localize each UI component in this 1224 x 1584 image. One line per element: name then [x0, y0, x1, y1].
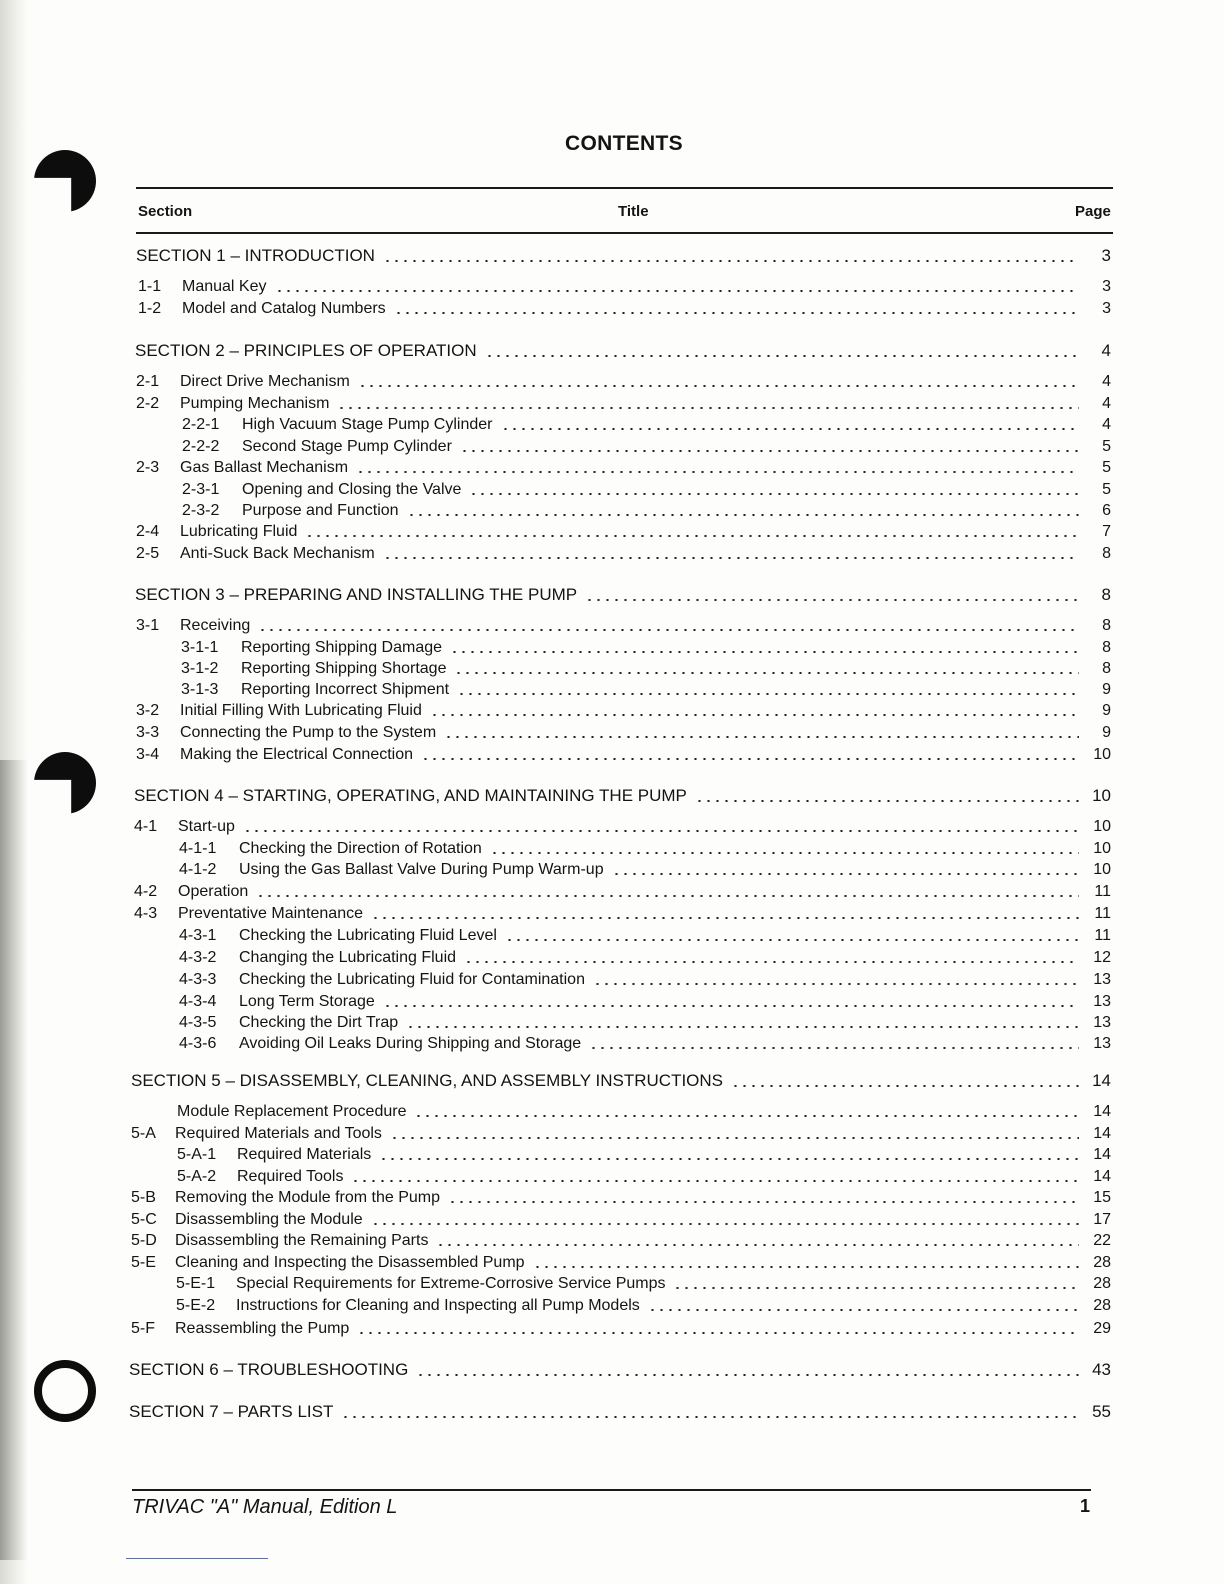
dot-leader [436, 1244, 1079, 1246]
toc-entry [136, 393, 1111, 413]
toc-entry-title: Gas Ballast Mechanism [180, 459, 349, 476]
toc-entry [131, 1318, 1111, 1338]
toc-entry-title: SECTION 1 – INTRODUCTION [136, 246, 375, 265]
toc-entry-number: 4-3-6 [179, 1035, 217, 1052]
toc-entry [136, 722, 1111, 742]
dot-leader [337, 407, 1079, 409]
dot-leader [414, 1115, 1079, 1117]
toc-section-heading [134, 786, 1111, 806]
dot-leader [448, 1201, 1079, 1203]
toc-entry-title: Checking the Dirt Trap [239, 1014, 399, 1031]
dot-leader [305, 535, 1079, 537]
toc-entry-title: Pumping Mechanism [180, 395, 330, 412]
toc-entry [131, 1123, 1111, 1143]
toc-entry-title: Manual Key [182, 278, 267, 295]
toc-entry-title: Changing the Lubricating Fluid [239, 949, 457, 966]
toc-page-number: 8 [1102, 660, 1111, 677]
toc-entry-number: 5-E-1 [176, 1275, 216, 1292]
toc-entry [136, 371, 1111, 391]
toc-entry [131, 1230, 1111, 1250]
toc-entry [131, 1252, 1111, 1272]
toc-page-number: 9 [1102, 681, 1111, 698]
toc-entry [136, 744, 1111, 764]
binder-hole-icon [34, 150, 96, 212]
toc-entry-number: 5-A [131, 1125, 156, 1142]
dot-leader [357, 1332, 1079, 1334]
toc-entry-number: 5-B [131, 1189, 156, 1206]
toc-entry-title: Start-up [178, 818, 235, 835]
toc-entry-title: Reporting Shipping Damage [241, 639, 443, 656]
toc-entry-number: 3-4 [136, 746, 160, 763]
toc-section-heading [129, 1402, 1111, 1422]
toc-entry-number: 4-3-3 [179, 971, 217, 988]
toc-entry [179, 969, 1111, 989]
toc-entry [179, 925, 1111, 945]
toc-entry [182, 436, 1111, 456]
toc-entry-number: 4-3-5 [179, 1014, 217, 1031]
dot-leader [444, 736, 1079, 738]
dot-leader [258, 629, 1079, 631]
toc-entry-title: Using the Gas Ballast Valve During Pump Warm-up [239, 861, 604, 878]
toc-page-number: 14 [1093, 1125, 1111, 1142]
toc-entry [179, 859, 1111, 879]
toc-entry-number: 4-1-2 [179, 861, 217, 878]
toc-page-number: 5 [1102, 459, 1111, 476]
toc-page-number: 17 [1093, 1211, 1111, 1228]
toc-entry [138, 276, 1111, 296]
dot-leader [673, 1287, 1079, 1289]
toc-entry-number: 2-5 [136, 545, 160, 562]
toc-page-number: 11 [1094, 883, 1111, 900]
toc-entry-title: SECTION 2 – PRINCIPLES OF OPERATION [135, 341, 477, 360]
toc-page-number: 8 [1101, 585, 1111, 604]
toc-entry-number: 3-1-3 [181, 681, 219, 698]
toc-entry-number: 2-3 [136, 459, 160, 476]
toc-entry-number: 1-2 [138, 300, 162, 317]
binder-hole-icon [34, 752, 96, 814]
toc-entry-number: 1-1 [138, 278, 162, 295]
toc-page-number: 13 [1093, 993, 1111, 1010]
toc-section-heading [131, 1071, 1111, 1091]
toc-entry-title: Preventative Maintenance [178, 905, 363, 922]
toc-entry-title: Reporting Shipping Shortage [241, 660, 447, 677]
toc-entry [138, 298, 1111, 318]
toc-page-number: 12 [1093, 949, 1111, 966]
toc-page-number: 10 [1093, 746, 1111, 763]
footer-rule [132, 1489, 1091, 1491]
toc-page-number: 3 [1102, 300, 1111, 317]
toc-entry-title: Lubricating Fluid [180, 523, 298, 540]
toc-entry [181, 637, 1111, 657]
toc-entry-title: SECTION 3 – PREPARING AND INSTALLING THE PUMP [135, 585, 578, 604]
toc-entry-number: 3-1-1 [181, 639, 219, 656]
dot-leader [450, 651, 1079, 653]
toc-entry-title: Instructions for Cleaning and Inspecting all Pump Models [236, 1297, 640, 1314]
toc-entry-number: 2-2-1 [182, 416, 220, 433]
top-rule [136, 187, 1113, 189]
toc-page-number: 43 [1092, 1360, 1111, 1379]
toc-entry-title: Cleaning and Inspecting the Disassembled Pump [175, 1254, 525, 1271]
dot-leader [460, 450, 1079, 452]
toc-entry [179, 1012, 1111, 1032]
dot-leader [464, 961, 1079, 963]
toc-entry-title: Making the Electrical Connection [180, 746, 414, 763]
toc-entry-title: SECTION 6 – TROUBLESHOOTING [129, 1360, 409, 1379]
toc-entry [181, 658, 1111, 678]
toc-entry-title: Required Materials and Tools [175, 1125, 382, 1142]
toc-entry [136, 700, 1111, 720]
toc-page-number: 8 [1102, 639, 1111, 656]
column-header-page: Page [1075, 203, 1111, 220]
toc-entry [176, 1295, 1111, 1315]
toc-entry [179, 838, 1111, 858]
toc-entry-title: Reassembling the Pump [175, 1320, 350, 1337]
toc-entry-title: Avoiding Oil Leaks During Shipping and Storage [239, 1035, 582, 1052]
toc-entry-number: 2-4 [136, 523, 160, 540]
toc-entry [179, 1033, 1111, 1053]
toc-page-number: 13 [1093, 971, 1111, 988]
toc-section-heading [129, 1360, 1111, 1380]
toc-page-number: 13 [1093, 1035, 1111, 1052]
toc-entry-title: Module Replacement Procedure [177, 1103, 407, 1120]
toc-entry [176, 1273, 1111, 1293]
toc-entry-number: 2-3-2 [182, 502, 220, 519]
toc-entry-title: Checking the Lubricating Fluid for Contamination [239, 971, 585, 988]
toc-page-number: 13 [1093, 1014, 1111, 1031]
toc-entry-title: Required Tools [237, 1168, 344, 1185]
toc-entry-number: 5-F [131, 1320, 155, 1337]
dot-leader [394, 312, 1079, 314]
toc-entry [134, 881, 1111, 901]
toc-page-number: 15 [1093, 1189, 1111, 1206]
toc-entry [177, 1166, 1111, 1186]
toc-page-number: 8 [1102, 545, 1111, 562]
toc-entry-number: 4-3-4 [179, 993, 217, 1010]
toc-entry-number: 3-3 [136, 724, 160, 741]
toc-entry-title: Reporting Incorrect Shipment [241, 681, 450, 698]
dot-leader [356, 471, 1079, 473]
toc-section-heading [135, 341, 1111, 361]
dot-leader [407, 514, 1079, 516]
toc-entry-title: SECTION 5 – DISASSEMBLY, CLEANING, AND ASSEMBLY INSTRUCTIONS [131, 1071, 724, 1090]
dot-leader [454, 672, 1079, 674]
dot-leader [379, 1158, 1079, 1160]
header-rule [136, 232, 1113, 234]
toc-entry-title: Disassembling the Remaining Parts [175, 1232, 429, 1249]
toc-entry [182, 414, 1111, 434]
toc-page-number: 14 [1093, 1103, 1111, 1120]
toc-entry [182, 479, 1111, 499]
toc-entry-title: Model and Catalog Numbers [182, 300, 386, 317]
dot-leader [648, 1309, 1079, 1311]
dot-leader [585, 599, 1079, 601]
toc-page-number: 6 [1102, 502, 1111, 519]
toc-entry-title: Purpose and Function [242, 502, 399, 519]
toc-section-heading [136, 246, 1111, 266]
dot-leader [390, 1137, 1079, 1139]
toc-entry [136, 521, 1111, 541]
dot-leader [505, 939, 1079, 941]
toc-entry-number: 4-3-1 [179, 927, 217, 944]
dot-leader [243, 830, 1079, 832]
dot-leader [501, 428, 1080, 430]
toc-entry-number: 5-A-1 [177, 1146, 217, 1163]
dot-leader [358, 385, 1079, 387]
scan-artifact-line [126, 1558, 268, 1559]
toc-entry [134, 816, 1111, 836]
toc-entry [136, 615, 1111, 635]
toc-entry [136, 543, 1111, 563]
toc-entry [131, 1209, 1111, 1229]
binder-edge-shadow [0, 760, 28, 1560]
toc-entry-number: 2-2 [136, 395, 160, 412]
toc-page-number: 14 [1093, 1146, 1111, 1163]
dot-leader [341, 1416, 1079, 1418]
toc-page-number: 28 [1093, 1275, 1111, 1292]
toc-entry-title: Anti-Suck Back Mechanism [180, 545, 375, 562]
dot-leader [469, 493, 1079, 495]
toc-entry-title: Connecting the Pump to the System [180, 724, 437, 741]
toc-entry-title: Operation [178, 883, 249, 900]
toc-page-number: 11 [1094, 905, 1111, 922]
toc-page-number: 5 [1102, 481, 1111, 498]
toc-page-number: 4 [1102, 395, 1111, 412]
toc-entry-title: SECTION 4 – STARTING, OPERATING, AND MAINTAINING THE PUMP [134, 786, 687, 805]
toc-entry-title: SECTION 7 – PARTS LIST [129, 1402, 334, 1421]
dot-leader [421, 758, 1079, 760]
dot-leader [430, 714, 1079, 716]
toc-entry [182, 500, 1111, 520]
dot-leader [731, 1085, 1079, 1087]
dot-leader [485, 355, 1079, 357]
toc-page-number: 29 [1093, 1320, 1111, 1337]
toc-entry-number: 4-1-1 [179, 840, 217, 857]
toc-page-number: 11 [1094, 927, 1111, 944]
toc-page-number: 10 [1092, 786, 1111, 805]
toc-entry [179, 947, 1111, 967]
toc-section-heading [135, 585, 1111, 605]
toc-page-number: 4 [1102, 416, 1111, 433]
toc-entry-title: Second Stage Pump Cylinder [242, 438, 452, 455]
toc-entry-title: Receiving [180, 617, 251, 634]
toc-page-number: 3 [1102, 278, 1111, 295]
dot-leader [416, 1374, 1079, 1376]
toc-entry-number: 3-1 [136, 617, 160, 634]
footer-page-number: 1 [1080, 1496, 1091, 1516]
toc-entry-number: 4-3-2 [179, 949, 217, 966]
toc-entry [134, 903, 1111, 923]
dot-leader [256, 895, 1079, 897]
footer-manual-title: TRIVAC "A" Manual, Edition L [132, 1496, 398, 1518]
toc-entry-title: Removing the Module from the Pump [175, 1189, 441, 1206]
toc-entry-title: Special Requirements for Extreme-Corrosive Service Pumps [236, 1275, 666, 1292]
toc-entry-number: 4-3 [134, 905, 158, 922]
toc-page-number: 4 [1101, 341, 1111, 360]
dot-leader [457, 693, 1079, 695]
toc-entry-title: Long Term Storage [239, 993, 375, 1010]
dot-leader [351, 1180, 1079, 1182]
dot-leader [406, 1026, 1079, 1028]
dot-leader [533, 1266, 1079, 1268]
toc-page-number: 10 [1093, 840, 1111, 857]
toc-page-number: 8 [1102, 617, 1111, 634]
toc-page-number: 22 [1093, 1232, 1111, 1249]
toc-entry-number: 2-1 [136, 373, 160, 390]
binder-hole-icon [34, 1360, 96, 1422]
toc-entry-number: 5-C [131, 1211, 157, 1228]
toc-page-number: 28 [1093, 1297, 1111, 1314]
toc-entry-number: 3-2 [136, 702, 160, 719]
toc-entry-number: 2-3-1 [182, 481, 220, 498]
dot-leader [612, 873, 1079, 875]
toc-entry-title: Direct Drive Mechanism [180, 373, 350, 390]
toc-page-number: 10 [1093, 861, 1111, 878]
toc-page-number: 3 [1101, 246, 1111, 265]
column-header-title: Title [618, 203, 649, 220]
toc-page-number: 5 [1102, 438, 1111, 455]
toc-entry-title: Required Materials [237, 1146, 372, 1163]
toc-page-number: 14 [1093, 1168, 1111, 1185]
dot-leader [593, 983, 1079, 985]
toc-entry-number: 2-2-2 [182, 438, 220, 455]
toc-entry-title: Checking the Lubricating Fluid Level [239, 927, 497, 944]
dot-leader [383, 1005, 1079, 1007]
toc-entry-number: 5-D [131, 1232, 157, 1249]
toc-entry-title: Checking the Direction of Rotation [239, 840, 482, 857]
dot-leader [371, 917, 1079, 919]
toc-entry-title: Disassembling the Module [175, 1211, 363, 1228]
toc-page-number: 28 [1093, 1254, 1111, 1271]
toc-entry-title: High Vacuum Stage Pump Cylinder [242, 416, 493, 433]
toc-entry [179, 991, 1111, 1011]
dot-leader [490, 852, 1079, 854]
dot-leader [589, 1047, 1079, 1049]
toc-entry [181, 679, 1111, 699]
toc-entry-number: 5-A-2 [177, 1168, 217, 1185]
toc-entry-number: 5-E [131, 1254, 156, 1271]
dot-leader [371, 1223, 1079, 1225]
dot-leader [695, 800, 1079, 802]
toc-entry [131, 1187, 1111, 1207]
column-header-section: Section [138, 203, 193, 220]
toc-entry [177, 1144, 1111, 1164]
toc-entry-number: 5-E-2 [176, 1297, 216, 1314]
toc-entry-number: 4-2 [134, 883, 158, 900]
dot-leader [383, 260, 1079, 262]
toc-page-number: 4 [1102, 373, 1111, 390]
toc-entry-title: Opening and Closing the Valve [242, 481, 462, 498]
toc-page-number: 9 [1102, 702, 1111, 719]
toc-entry [177, 1101, 1111, 1121]
toc-entry-number: 3-1-2 [181, 660, 219, 677]
dot-leader [383, 557, 1079, 559]
toc-page-number: 9 [1102, 724, 1111, 741]
page-title: CONTENTS [565, 132, 683, 155]
dot-leader [275, 290, 1080, 292]
toc-page-number: 7 [1102, 523, 1111, 540]
toc-entry-title: Initial Filling With Lubricating Fluid [180, 702, 422, 719]
toc-page-number: 55 [1092, 1402, 1111, 1421]
toc-page-number: 10 [1093, 818, 1111, 835]
toc-page-number: 14 [1092, 1071, 1111, 1090]
toc-entry [136, 457, 1111, 477]
toc-entry-number: 4-1 [134, 818, 158, 835]
